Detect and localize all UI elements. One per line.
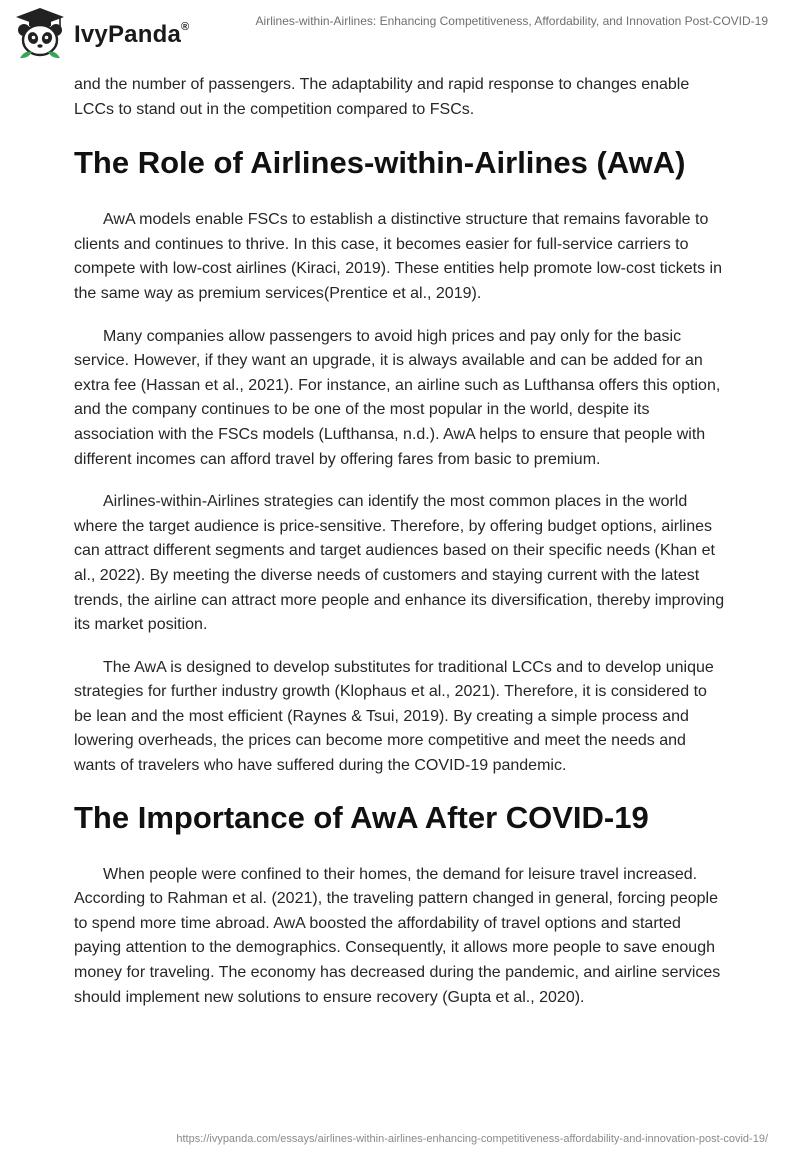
ivypanda-logo[interactable] — [14, 6, 189, 62]
paragraph: Many companies allow passengers to avoid high prices and pay only for the basic service. However, if they want an upgrade, it is always available and can be added for an extra fee (Hassan et al., 2021). For instance, an airline such as Lufthansa offers this option, and the company continues to be one of the most popular in the world, despite its association with the FSCs models (Lufthansa, n.d.). AwA helps to ensure that people with different incomes can afford travel by offering fares from basic to premium. — [74, 327, 721, 468]
document-title: Airlines-within-Airlines: Enhancing Competitiveness, Affordability, and Innovation Post-COVID-19 — [255, 14, 768, 28]
paragraph: AwA models enable FSCs to establish a distinctive structure that remains favorable to clients and continues to thrive. In this case, it becomes easier for full-service carriers to compete with low-cost airlines (Kiraci, 2019). These entities help promote low-cost tickets in the same way as premium services(Prentice et al., 2019). — [74, 211, 722, 302]
paragraph: When people were confined to their homes, the demand for leisure travel increased. According to Rahman et al. (2021), the traveling pattern changed in general, forcing people to spend more time abroad. AwA boosted the affordability of travel options and started paying attention to the demographics. Consequently, it allows more people to save enough money for traveling. The economy has decreased during the pandemic, and airline services should implement new solutions to ensure recovery (Gupta et al., 2020). — [74, 865, 721, 1006]
section-heading-role-of-awa: The Role of Airlines-within-Airlines (AwA) — [74, 145, 686, 181]
registered-mark: ® — [181, 21, 190, 33]
paragraph: The AwA is designed to develop substitutes for traditional LCCs and to develop unique strategies for further industry growth (Klophaus et al., 2021). Therefore, it is considered to be lean and the most efficient (Raynes & Tsui, 2019). By creating a simple process and lowering overheads, the prices can become more competitive and meet the needs and wants of travelers who have suffered during the COVID-19 pandemic. — [74, 658, 714, 775]
essay-body — [74, 73, 726, 1028]
lead-paragraph: and the number of passengers. The adaptability and rapid response to changes enable LCCs to stand out in the competition compared to FSCs. — [74, 76, 690, 118]
panda-graduate-icon — [14, 6, 66, 62]
brand-name: IvyPanda® — [74, 21, 190, 48]
paragraph: Airlines-within-Airlines strategies can identify the most common places in the world where the target audience is price-sensitive. Therefore, by offering budget options, airlines can attract different segments and target audiences based on their specific needs (Khan et al., 2022). By meeting the diverse needs of customers and staying current with the latest trends, the airline can attract more people and enhance its diversification, thereby improving its market position. — [74, 493, 725, 634]
page-header — [0, 0, 800, 70]
section-heading-importance-after-covid: The Importance of AwA After COVID-19 — [74, 799, 649, 835]
source-url[interactable]: https://ivypanda.com/essays/airlines-within-airlines-enhancing-competitiveness-affordability-and-innovation-post-covid-19/ — [176, 1133, 768, 1145]
